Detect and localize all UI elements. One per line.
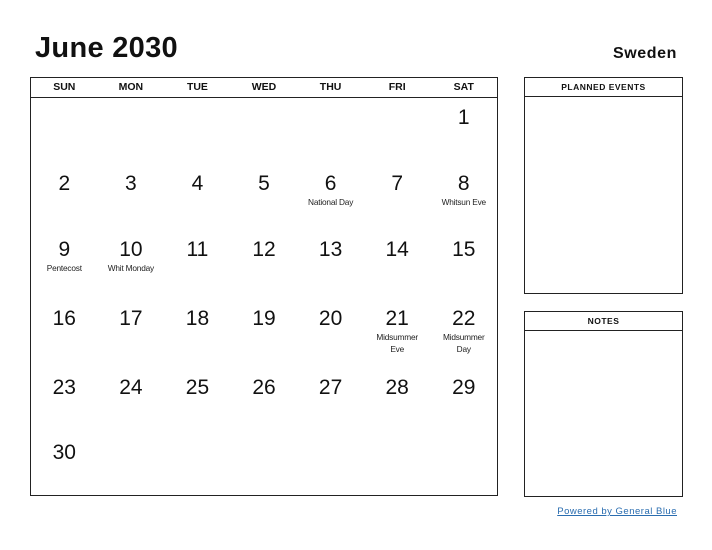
day-cell — [364, 98, 431, 164]
day-number: 15 — [452, 238, 476, 261]
day-number: 6 — [324, 172, 337, 195]
weekday-header: MON — [118, 81, 144, 93]
weekday-header: TUE — [186, 81, 208, 93]
day-cell — [430, 368, 497, 433]
calendar-weeks — [31, 98, 497, 497]
day-cell — [98, 98, 165, 164]
weekday-header-row — [31, 78, 497, 98]
day-cell — [98, 433, 165, 497]
week-row — [31, 433, 497, 497]
day-cell — [297, 433, 364, 497]
day-cell — [231, 98, 298, 164]
holiday-label: Midsummer Day — [442, 332, 485, 354]
holiday-label: Whitsun Eve — [441, 197, 486, 207]
day-number: 27 — [318, 376, 343, 399]
day-cell — [31, 164, 98, 230]
day-cell — [297, 230, 364, 299]
day-cell — [231, 164, 298, 230]
day-cell — [231, 368, 298, 433]
day-cell — [31, 299, 98, 368]
day-cell — [430, 299, 497, 368]
day-cell — [164, 230, 231, 299]
holiday-label: Midsummer Eve — [376, 332, 418, 354]
calendar-grid — [30, 77, 498, 496]
day-cell — [164, 299, 231, 368]
day-number: 13 — [318, 238, 343, 261]
day-number: 29 — [452, 376, 476, 399]
day-number: 7 — [391, 172, 404, 195]
day-cell — [98, 164, 165, 230]
day-cell — [297, 164, 364, 230]
holiday-label: Pentecost — [46, 263, 82, 273]
day-cell — [364, 433, 431, 497]
day-cell — [364, 230, 431, 299]
day-number: 19 — [252, 307, 276, 330]
day-number: 24 — [119, 376, 143, 399]
day-number: 25 — [185, 376, 210, 399]
weekday-header: SUN — [53, 81, 76, 93]
planned-events-panel — [524, 77, 683, 294]
day-number: 22 — [452, 307, 476, 330]
day-number: 20 — [318, 307, 343, 330]
day-number: 5 — [258, 172, 270, 195]
day-cell — [231, 433, 298, 497]
day-cell — [164, 164, 231, 230]
page-title: June 2030 — [35, 32, 178, 64]
day-number: 21 — [385, 307, 409, 330]
day-cell — [164, 433, 231, 497]
day-cell — [297, 368, 364, 433]
holiday-label: Whit Monday — [107, 263, 154, 273]
day-cell — [164, 98, 231, 164]
day-cell — [31, 433, 98, 497]
day-number: 12 — [252, 238, 276, 261]
day-number: 14 — [385, 238, 409, 261]
day-cell — [98, 368, 165, 433]
day-number: 3 — [125, 172, 137, 195]
day-number: 1 — [457, 106, 470, 129]
day-cell — [164, 368, 231, 433]
week-row — [31, 299, 497, 368]
day-cell — [430, 164, 497, 230]
day-cell — [364, 368, 431, 433]
day-cell — [430, 230, 497, 299]
holiday-label: National Day — [308, 197, 354, 207]
week-row — [31, 230, 497, 299]
week-row — [31, 368, 497, 433]
day-number: 8 — [457, 172, 470, 195]
day-cell — [297, 98, 364, 164]
planned-events-heading: PLANNED EVENTS — [525, 78, 682, 97]
powered-by-link[interactable]: Powered by General Blue — [557, 506, 677, 517]
day-cell — [231, 299, 298, 368]
day-number: 10 — [119, 238, 143, 261]
weekday-header: FRI — [388, 81, 406, 93]
day-number: 2 — [58, 172, 71, 195]
notes-panel — [524, 311, 683, 497]
day-cell — [364, 299, 431, 368]
notes-heading: NOTES — [525, 312, 682, 331]
day-cell — [31, 98, 98, 164]
day-number: 28 — [385, 376, 409, 399]
day-cell — [364, 164, 431, 230]
day-number: 17 — [119, 307, 143, 330]
day-cell — [31, 230, 98, 299]
day-cell — [430, 433, 497, 497]
weekday-header: WED — [251, 81, 277, 93]
week-row — [31, 98, 497, 164]
day-cell — [98, 230, 165, 299]
weekday-header: THU — [319, 81, 342, 93]
country-label: Sweden — [612, 45, 677, 62]
day-number: 11 — [186, 238, 209, 261]
day-number: 30 — [52, 441, 76, 464]
day-cell — [98, 299, 165, 368]
day-number: 4 — [191, 172, 204, 195]
weekday-header: SAT — [453, 81, 474, 93]
day-number: 9 — [58, 238, 71, 261]
day-number: 23 — [52, 376, 76, 399]
week-row — [31, 164, 497, 230]
day-cell — [31, 368, 98, 433]
day-cell — [231, 230, 298, 299]
day-cell — [430, 98, 497, 164]
day-cell — [297, 299, 364, 368]
day-number: 16 — [52, 307, 76, 330]
day-number: 26 — [252, 376, 276, 399]
day-number: 18 — [185, 307, 210, 330]
